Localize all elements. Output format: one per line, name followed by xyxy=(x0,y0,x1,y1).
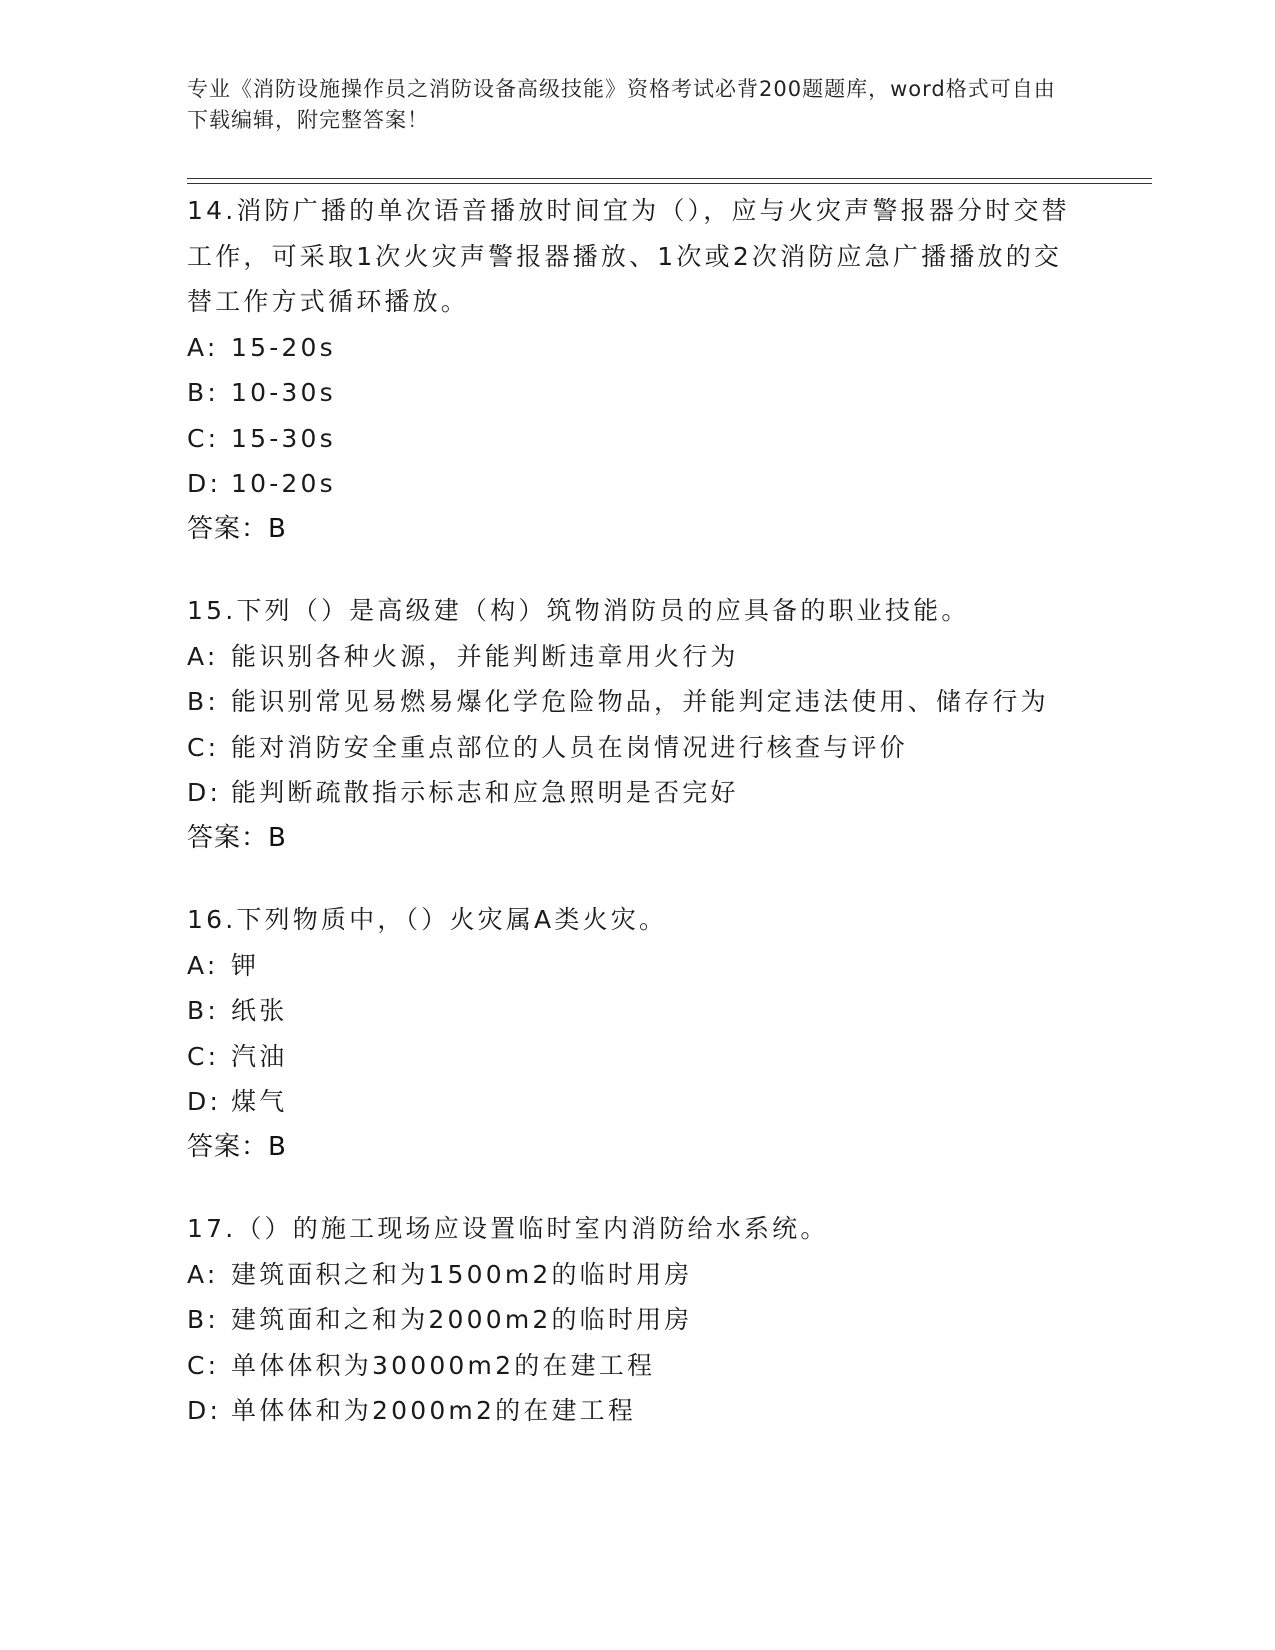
option-text: 能识别常见易燃易爆化学危险物品，并能判定违法使用、储存行为 xyxy=(231,687,1049,716)
option-text: 15-30s xyxy=(231,423,336,453)
question-list xyxy=(187,188,1087,1470)
option-text: 能对消防安全重点部位的人员在岗情况进行核查与评价 xyxy=(231,732,908,762)
question-stem: 14.消防广播的单次语音播放时间宜为（），应与火灾声警报器分时交替工作，可采取1次火灾声警报器播放、1次或2次消防应急广播播放的交替工作方式循环播放。 xyxy=(187,196,1070,316)
option-b xyxy=(187,679,1087,725)
option-text: 10-30s xyxy=(231,378,336,407)
option-text: 纸张 xyxy=(231,996,288,1025)
question-stem: 17.（）的施工现场应设置临时室内消防给水系统。 xyxy=(187,1214,829,1243)
option-text: 煤气 xyxy=(231,1087,288,1116)
option-b xyxy=(187,1297,1087,1343)
option-a xyxy=(187,634,1087,680)
question-stem: 16.下列物质中，（）火灾属A类火灾。 xyxy=(187,905,668,934)
option-text: 能判断疏散指示标志和应急照明是否完好 xyxy=(231,778,739,807)
option-c xyxy=(187,1034,1087,1080)
option-text: 15-20s xyxy=(231,332,336,362)
option-c xyxy=(187,725,1087,771)
answer-line: 答案：B xyxy=(187,822,287,853)
option-letter: A: xyxy=(187,332,219,362)
question-17 xyxy=(187,1206,1087,1434)
option-d xyxy=(187,770,1087,816)
option-letter: C: xyxy=(187,423,220,453)
option-letter: A: xyxy=(187,1259,219,1289)
option-d xyxy=(187,1388,1087,1434)
question-15 xyxy=(187,588,1087,861)
option-letter: C: xyxy=(187,1041,220,1071)
header-rule-top xyxy=(187,178,1152,179)
option-d xyxy=(187,1079,1087,1125)
option-letter: C: xyxy=(187,1350,220,1380)
option-letter: D: xyxy=(187,1087,222,1116)
option-text: 单体体和为2000m2的在建工程 xyxy=(231,1396,637,1425)
question-16 xyxy=(187,897,1087,1170)
option-a xyxy=(187,1252,1087,1298)
option-text: 钾 xyxy=(231,950,260,980)
option-text: 单体体积为30000m2的在建工程 xyxy=(231,1350,656,1380)
question-stem: 15.下列（）是高级建（构）筑物消防员的应具备的职业技能。 xyxy=(187,596,970,625)
option-letter: B: xyxy=(187,996,219,1025)
option-a xyxy=(187,325,1087,371)
answer-line: 答案：B xyxy=(187,513,287,544)
option-b xyxy=(187,988,1087,1034)
option-letter: A: xyxy=(187,950,219,980)
option-text: 建筑面和之和为2000m2的临时用房 xyxy=(231,1305,693,1334)
question-14 xyxy=(187,188,1087,552)
option-c xyxy=(187,1343,1087,1389)
option-letter: D: xyxy=(187,1396,222,1425)
option-a xyxy=(187,943,1087,989)
option-c xyxy=(187,416,1087,462)
document-header: 专业《消防设施操作员之消防设备高级技能》资格考试必背200题题库，word格式可自由下载编辑，附完整答案！ xyxy=(187,77,1056,132)
option-letter: A: xyxy=(187,641,219,671)
header-rule-bottom xyxy=(187,183,1152,184)
option-text: 建筑面积之和为1500m2的临时用房 xyxy=(231,1259,693,1289)
answer-line: 答案：B xyxy=(187,1131,287,1162)
option-letter: C: xyxy=(187,732,220,762)
option-d xyxy=(187,461,1087,507)
option-b xyxy=(187,370,1087,416)
option-letter: D: xyxy=(187,469,222,498)
option-letter: B: xyxy=(187,1305,219,1334)
option-text: 能识别各种火源，并能判断违章用火行为 xyxy=(231,641,739,671)
option-letter: B: xyxy=(187,378,219,407)
option-text: 汽油 xyxy=(231,1041,288,1071)
option-letter: B: xyxy=(187,687,219,716)
option-text: 10-20s xyxy=(231,469,336,498)
option-letter: D: xyxy=(187,778,222,807)
